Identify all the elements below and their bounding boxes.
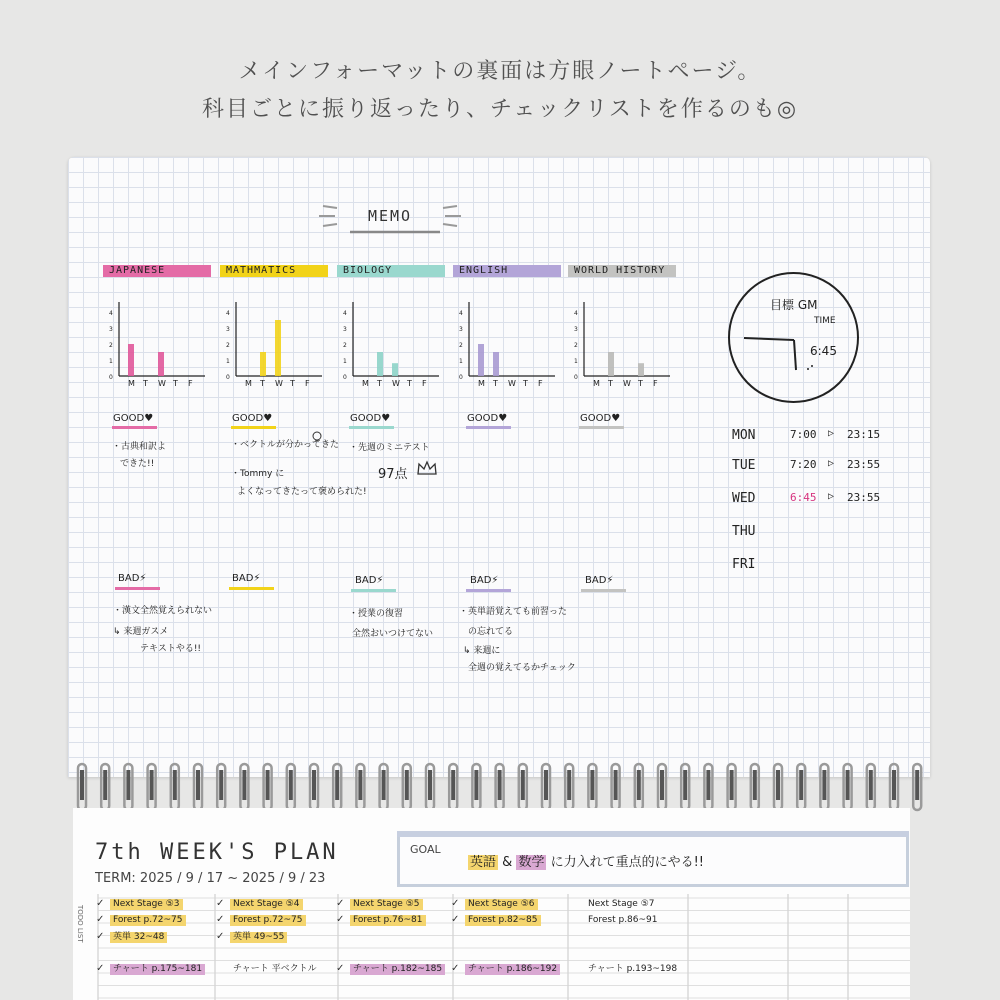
chart-tick-label: 4 (226, 310, 230, 317)
clock-time: 6:45 (810, 344, 837, 358)
spiral-ring-shadow (590, 770, 594, 800)
goal-text: 英語 & 数学 に力入れて重点的にやる!! (470, 855, 705, 870)
todo-item: 英単 49~55 (230, 932, 287, 943)
plan-term: TERM: 2025 / 9 / 17 ~ 2025 / 9 / 23 (95, 871, 326, 886)
bad-note: 全週の覚えてるかチェック (468, 663, 576, 673)
chart-tick-label: 0 (343, 374, 347, 381)
spiral-ring-shadow (103, 770, 107, 800)
check-mark-icon: ✓ (216, 898, 225, 909)
chart-tick-label: 4 (459, 310, 463, 317)
chart-bar (260, 352, 266, 376)
chart-tick-label: 4 (574, 310, 578, 317)
chart-day-label: T (377, 379, 382, 388)
subject-header-biology: BIOLOGY (337, 265, 445, 277)
good-note: ・先週のミニテスト (349, 443, 430, 453)
todo-item: Next Stage ⑤5 (350, 899, 423, 910)
chart-tick-label: 0 (574, 374, 578, 381)
chart-bar (478, 344, 484, 376)
bad-label-english: BAD⚡ (470, 575, 499, 586)
bad-note: テキストやる!! (140, 644, 202, 654)
todo-item: Next Stage ⑤7 (588, 899, 655, 909)
spiral-ring-shadow (799, 770, 803, 800)
todo-item: Forest p.86~91 (588, 915, 658, 925)
chart-day-label: T (290, 379, 295, 388)
chart-day-label: M (245, 379, 252, 388)
chart-bar (275, 320, 281, 376)
subject-header-mathematics: MATHMATICS (220, 265, 328, 277)
check-mark-icon: ✓ (336, 963, 345, 974)
chart-japanese (103, 298, 207, 390)
chart-day-label: M (362, 379, 369, 388)
check-mark-icon: ✓ (451, 914, 460, 925)
spiral-ring-shadow (358, 770, 362, 800)
chart-tick-label: 0 (459, 374, 463, 381)
good-note: 97点 (378, 467, 408, 482)
chart-day-label: T (407, 379, 412, 388)
chart-bar (158, 352, 164, 376)
chart-tick-label: 0 (226, 374, 230, 381)
chart-tick-label: 1 (459, 358, 463, 365)
bad-note: ↳ 来週ガスメ (113, 627, 169, 637)
bad-underline-biology (351, 589, 396, 592)
spiral-ring-shadow (567, 770, 571, 800)
goal-box-bar (397, 831, 909, 837)
spiral-ring-shadow (753, 770, 757, 800)
bad-note: ↳ 来週に (463, 646, 501, 656)
chart-bar (608, 352, 614, 376)
chart-day-label: W (158, 379, 166, 388)
todo-item: チャート 平ベクトル (233, 964, 317, 974)
spiral-ring-shadow (126, 770, 130, 800)
spiral-ring-shadow (822, 770, 826, 800)
check-mark-icon: ✓ (336, 898, 345, 909)
chart-day-label: M (128, 379, 135, 388)
todo-item: Forest p.72~75 (110, 915, 186, 926)
chart-day-label: W (275, 379, 283, 388)
bad-underline-mathematics (229, 587, 274, 590)
good-underline-world-history (579, 426, 624, 429)
chart-day-label: F (538, 379, 543, 388)
spiral-ring-shadow (521, 770, 525, 800)
bad-note: 全然おいつけてない (352, 629, 434, 639)
chart-tick-label: 3 (574, 326, 578, 333)
bad-note: ・漢文全然覚えられない (113, 606, 213, 616)
todo-item: Next Stage ⑤6 (465, 899, 538, 910)
todo-list-label: TODO LIST (76, 905, 84, 943)
chart-day-label: F (188, 379, 193, 388)
spiral-ring-shadow (706, 770, 710, 800)
good-underline-japanese (112, 426, 157, 429)
chart-bar (392, 363, 398, 376)
spiral-ring-shadow (451, 770, 455, 800)
spiral-ring-shadow (266, 770, 270, 800)
spiral-ring-shadow (335, 770, 339, 800)
check-mark-icon: ✓ (336, 914, 345, 925)
todo-item: チャート p.186~192 (465, 964, 560, 975)
spiral-ring-shadow (683, 770, 687, 800)
chart-tick-label: 3 (109, 326, 113, 333)
chart-tick-label: 4 (109, 310, 113, 317)
chart-day-label: T (173, 379, 178, 388)
spiral-ring-shadow (660, 770, 664, 800)
todo-item: チャート p.175~181 (110, 964, 205, 975)
spiral-ring-shadow (544, 770, 548, 800)
todo-item: チャート p.193~198 (588, 964, 678, 974)
good-label-mathematics: GOOD♥ (232, 413, 273, 424)
spiral-ring-shadow (242, 770, 246, 800)
chart-day-label: W (392, 379, 400, 388)
chart-day-label: T (260, 379, 265, 388)
spiral-ring-shadow (846, 770, 850, 800)
bad-underline-english (466, 589, 511, 592)
chart-tick-label: 2 (459, 342, 463, 349)
caption-line-1: メインフォーマットの裏面は方眼ノートページ。 (238, 59, 762, 84)
good-underline-english (466, 426, 511, 429)
good-note: よくなってきたって褒められた! (237, 487, 367, 497)
chart-day-label: T (608, 379, 613, 388)
spiral-ring-shadow (150, 770, 154, 800)
clock-time-label: TIME (814, 316, 836, 326)
spiral-ring-shadow (196, 770, 200, 800)
chart-tick-label: 1 (226, 358, 230, 365)
chart-bar (377, 352, 383, 376)
chart-day-label: M (593, 379, 600, 388)
spiral-ring-shadow (80, 770, 84, 800)
crown-icon (416, 460, 438, 476)
chart-tick-label: 1 (343, 358, 347, 365)
spiral-ring-shadow (382, 770, 386, 800)
spiral-ring-shadow (498, 770, 502, 800)
good-note: ・Tommy に (231, 469, 285, 479)
subject-header-world-history: WORLD HISTORY (568, 265, 676, 277)
chart-day-label: W (508, 379, 516, 388)
check-mark-icon: ✓ (216, 931, 225, 942)
chart-bar (493, 352, 499, 376)
chart-tick-label: 3 (343, 326, 347, 333)
chart-english (453, 298, 557, 390)
chart-day-label: F (422, 379, 427, 388)
memo-title: MEMO (367, 207, 413, 225)
chart-day-label: F (305, 379, 310, 388)
bad-label-world-history: BAD⚡ (585, 575, 614, 586)
chart-mathematics (220, 298, 324, 390)
lightbulb-icon (310, 430, 324, 446)
spiral-ring-shadow (173, 770, 177, 800)
chart-bar (638, 363, 644, 376)
chart-day-label: W (623, 379, 631, 388)
spiral-ring-shadow (730, 770, 734, 800)
spiral-binding (68, 762, 930, 812)
bad-note: ・英単語覚えても前習った (459, 607, 568, 617)
spiral-ring-shadow (219, 770, 223, 800)
chart-bar (128, 344, 134, 376)
chart-day-label: T (638, 379, 643, 388)
spiral-ring-shadow (637, 770, 641, 800)
todo-item: チャート p.182~185 (350, 964, 445, 975)
good-note: ・ベクトルが分かってきた (231, 440, 340, 450)
check-mark-icon: ✓ (96, 931, 105, 942)
clock-hands (730, 274, 857, 401)
goal-label: GOAL (410, 843, 441, 856)
chart-tick-label: 4 (343, 310, 347, 317)
chart-world-history (568, 298, 672, 390)
spiral-ring-shadow (428, 770, 432, 800)
bad-label-biology: BAD⚡ (355, 575, 384, 586)
bad-underline-world-history (581, 589, 626, 592)
todo-item: Next Stage ⑤3 (110, 899, 183, 910)
chart-day-label: T (143, 379, 148, 388)
good-label-biology: GOOD♥ (350, 413, 391, 424)
spiral-ring-shadow (312, 770, 316, 800)
todo-item: Forest p.76~81 (350, 915, 426, 926)
check-mark-icon: ✓ (451, 963, 460, 974)
good-label-world-history: GOOD♥ (580, 413, 621, 424)
chart-tick-label: 1 (574, 358, 578, 365)
spiral-ring-shadow (614, 770, 618, 800)
chart-day-label: T (523, 379, 528, 388)
check-mark-icon: ✓ (96, 898, 105, 909)
chart-tick-label: 2 (226, 342, 230, 349)
chart-day-label: M (478, 379, 485, 388)
todo-item: 英単 32~48 (110, 932, 167, 943)
bad-label-japanese: BAD⚡ (118, 573, 147, 584)
check-mark-icon: ✓ (451, 898, 460, 909)
spiral-ring-shadow (915, 770, 919, 800)
spiral-ring-shadow (892, 770, 896, 800)
check-mark-icon: ✓ (96, 914, 105, 925)
spiral-ring-shadow (869, 770, 873, 800)
spiral-ring-shadow (289, 770, 293, 800)
good-note: ・古典和訳よ (112, 442, 167, 452)
clock-drawing (728, 272, 859, 403)
todo-item: Forest p.72~75 (230, 915, 306, 926)
chart-tick-label: 2 (343, 342, 347, 349)
bad-note: ・授業の復習 (349, 609, 404, 619)
subject-header-japanese: JAPANESE (103, 265, 211, 277)
chart-tick-label: 3 (226, 326, 230, 333)
good-label-english: GOOD♥ (467, 413, 508, 424)
caption-line-2: 科目ごとに振り返ったり、チェックリストを作るのも◎ (201, 97, 799, 122)
chart-biology (337, 298, 441, 390)
good-underline-mathematics (231, 426, 276, 429)
good-underline-biology (349, 426, 394, 429)
check-mark-icon: ✓ (216, 914, 225, 925)
chart-tick-label: 2 (109, 342, 113, 349)
chart-day-label: F (653, 379, 658, 388)
clock-goal: 目標 GM (770, 298, 818, 312)
todo-item: Forest p.82~85 (465, 915, 541, 926)
good-label-japanese: GOOD♥ (113, 413, 154, 424)
subject-header-english: ENGLISH (453, 265, 561, 277)
plan-title: 7th WEEK'S PLAN (95, 840, 339, 865)
chart-day-label: T (493, 379, 498, 388)
bad-label-mathematics: BAD⚡ (232, 573, 261, 584)
chart-tick-label: 2 (574, 342, 578, 349)
spiral-ring-shadow (474, 770, 478, 800)
todo-item: Next Stage ⑤4 (230, 899, 303, 910)
good-note: できた!! (120, 459, 155, 469)
chart-tick-label: 1 (109, 358, 113, 365)
check-mark-icon: ✓ (96, 963, 105, 974)
spiral-ring-shadow (776, 770, 780, 800)
chart-tick-label: 0 (109, 374, 113, 381)
chart-tick-label: 3 (459, 326, 463, 333)
spiral-ring-shadow (405, 770, 409, 800)
bad-underline-japanese (115, 587, 160, 590)
bad-note: の忘れてる (468, 627, 514, 637)
